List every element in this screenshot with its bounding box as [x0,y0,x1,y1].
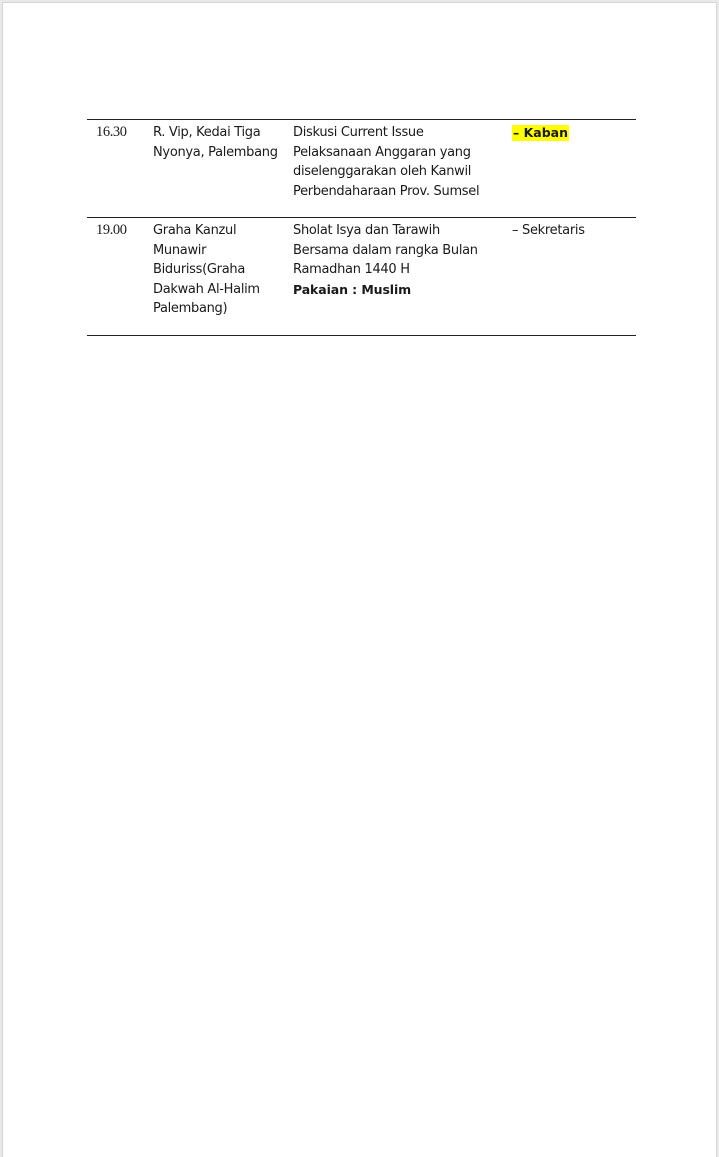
time-text: 19.00 [96,222,127,238]
event-cell [293,218,512,336]
time-cell [87,218,153,336]
place-line: Dakwah Al-Halim [153,281,260,297]
place-line: R. Vip, Kedai Tiga [153,125,261,140]
place-cell [153,218,293,336]
event-line: diselenggarakan oleh Kanwil [293,164,472,179]
table-row [87,218,636,336]
event-cell [293,120,512,218]
attendee-cell [512,218,636,336]
time-text: 16.30 [96,124,127,140]
table-row [87,120,636,218]
event-line: Diskusi Current Issue [293,125,424,140]
dress-code: Pakaian : Muslim [293,281,412,297]
place-line: Graha Kanzul [153,223,237,238]
place-cell [153,120,293,218]
place-line: Biduriss(Graha [153,262,245,277]
place-line: Nyonya, Palembang [153,144,278,160]
event-line: Sholat Isya dan Tarawih [293,223,440,238]
document-page [3,3,716,1157]
place-line: Munawir [153,242,207,258]
place-line: Palembang) [153,301,228,316]
event-line: Bersama dalam rangka Bulan [293,242,478,258]
attendee-cell [512,120,636,218]
event-line: Ramadhan 1440 H [293,262,410,277]
time-cell [87,120,153,218]
schedule-table [87,119,636,336]
event-line: Pelaksanaan Anggaran yang [293,144,471,160]
event-line: Perbendaharaan Prov. Sumsel [293,183,480,199]
attendee-highlighted: – Kaban [513,125,569,140]
attendee-text: – Sekretaris [512,223,585,238]
